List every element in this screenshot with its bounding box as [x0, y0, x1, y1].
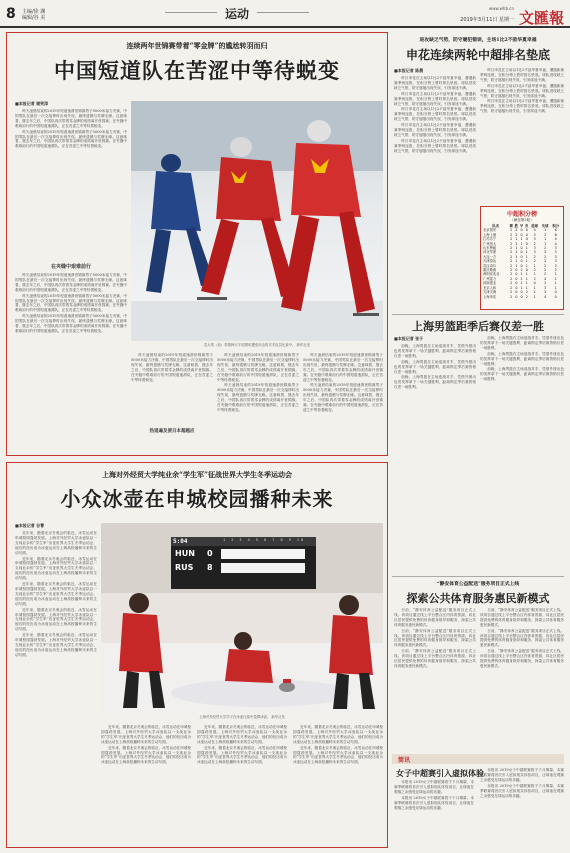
body-paragraph: 近年来，随着北京冬奥会的临近，冰雪运动在申城校园蓬勃发展。上海对外经贸大学冰壶队以一支纯业余的“学生军”出征世界大学生冬季运动会，他们的经历成为冰壶运动在上海高校播种未来的生动写照。 [197, 725, 287, 744]
body-paragraph: 本报讯 2019女子中超联赛将于下月揭幕，本赛季联赛将首次引入虚拟现实体验项目，让球迷在观赛之余感受足球运动的乐趣。 [394, 795, 474, 810]
scoreboard-team-2: RUS [175, 563, 194, 572]
stat-cell: 2 [544, 263, 547, 268]
stat-cell: 4 [533, 228, 536, 233]
stat-cell: 0 [520, 228, 523, 233]
team-name-cell: 重庆斯威 [483, 268, 497, 273]
stat-cell: 3 [554, 263, 557, 268]
column-header: 队名 [492, 224, 500, 228]
brief-title: 女子中超赛引入虚拟体验 [396, 768, 484, 778]
stat-cell: 1 [554, 285, 557, 290]
article-kicker: “静安体育公益配送”服务项目正式上线 [436, 581, 520, 587]
stat-cell: 3 [544, 290, 547, 295]
stat-cell: 1 [515, 250, 518, 255]
stat-cell: 4 [544, 294, 547, 299]
article-body [480, 768, 564, 846]
body-paragraph: 昨天凌晨结束的2019年短道速滑世锦赛男子5000米接力决赛，中国男队在最后一次交接棒时出现失误，最终遗憾与奖牌无缘。这意味着，继去年之后，中国队再次带着零金牌的成绩离开世锦赛。在夹缝中艰难前行的中国短道速滑队，正在苦涩之中等待着蜕变。 [131, 353, 213, 382]
stat-cell: 2 [533, 241, 536, 246]
body-paragraph: 近年来，随着北京冬奥会的临近，冰雪运动在申城校园蓬勃发展。上海对外经贸大学冰壶队以一支纯业余的“学生军”出征世界大学生冬季运动会，他们的经历成为冰壶运动在上海高校播种未来的生动写照。 [15, 531, 97, 555]
scoreboard-score-2: 8 [207, 563, 213, 572]
site-url[interactable]: www.whb.cn [488, 6, 514, 11]
body-paragraph: 近年来，随着北京冬奥会的临近，冰雪运动在申城校园蓬勃发展。上海对外经贸大学冰壶队以一支纯业余的“学生军”出征世界大学生冬季运动会，他们的经历成为冰壶运动在上海高校播种未来的生动写照。 [293, 745, 383, 765]
skaters-photo [131, 101, 383, 341]
body-paragraph: 昨日申花在主场以1比2不敌华夏幸福，遭遇新赛季两连败，在积分榜上暂时排名垫底。球队进攻缺乏气势，防守屡屡出现失误，引发球迷不满。 [394, 76, 476, 90]
stat-cell: 1 [525, 276, 528, 281]
stat-cell: 1 [520, 241, 523, 246]
stat-cell: 3 [554, 254, 557, 259]
body-paragraph: 昨日申花在主场以1比2不敌华夏幸福，遭遇新赛季两连败，在积分榜上暂时排名垫底。球队进攻缺乏气势，防守屡屡出现失误，引发球迷不满。 [394, 91, 476, 106]
stat-cell: 2 [510, 259, 513, 264]
body-paragraph: 近年来，随着北京冬奥会的临近，冰雪运动在申城校园蓬勃发展。上海对外经贸大学冰壶队以一支纯业余的“学生军”出征世界大学生冬季运动会，他们的经历成为冰壶运动在上海高校播种未来的生动写照。 [293, 725, 383, 744]
team-name-cell: 广州恒大 [483, 241, 497, 246]
stat-cell: 2 [510, 232, 513, 237]
stat-cell: 0 [533, 281, 536, 286]
stat-cell: 1 [520, 285, 523, 290]
stat-cell: 0 [554, 294, 557, 299]
divider [392, 314, 564, 315]
stat-cell: 0 [525, 228, 528, 233]
column-header: 进球 [531, 224, 539, 228]
curling-illustration [101, 523, 383, 713]
body-paragraph: 昨日申花在主场以1比2不敌华夏幸福，遭遇新赛季两连败，在积分榜上暂时排名垫底。球队进攻缺乏气势，防守屡屡出现失误，引发球迷不满。 [480, 83, 564, 98]
article-body [480, 336, 564, 472]
body-paragraph: 近年来，随着北京冬奥会的临近，冰雪运动在申城校园蓬勃发展。上海对外经贸大学冰壶队以一支纯业余的“学生军”出征世界大学生冬季运动会，他们的经历成为冰壶运动在上海高校播种未来的生动写照。 [15, 633, 97, 657]
stat-cell: 2 [510, 276, 513, 281]
section-title: 运动 [225, 7, 250, 21]
stat-cell: 2 [554, 268, 557, 273]
stat-cell: 0 [515, 285, 518, 290]
stat-cell: 1 [525, 246, 528, 251]
standings-table [483, 224, 561, 299]
stat-cell: 2 [544, 232, 547, 237]
team-name-cell: 山东鲁能 [483, 246, 497, 251]
team-name-cell: 北京国安 [483, 228, 497, 233]
stat-cell: 1 [525, 254, 528, 259]
stat-cell: 5 [533, 232, 536, 237]
article-headline: 申花连续两轮中超排名垫底 [405, 48, 550, 62]
body-paragraph: 日前，“静安体育公益配送”服务项目正式上线。该项目通过线上平台整合区内体育资源，向社区居民提供免费的体育健身指导和服务，探索公共体育服务惠民新模式。 [480, 608, 564, 627]
body-paragraph: 日前，“静安体育公益配送”服务项目正式上线。该项目通过线上平台整合区内体育资源，向社区居民提供免费的体育健身指导和服务，探索公共体育服务惠民新模式。 [394, 608, 476, 627]
stat-cell: 4 [554, 241, 557, 246]
article-body [197, 725, 287, 843]
column-header: 赛 [509, 224, 513, 228]
stat-cell: 2 [510, 294, 513, 299]
standings-rows [483, 228, 561, 299]
article-kicker: 进攻缺乏气势，防守屡犯错误，主场1比2不敌华夏幸福 [419, 37, 537, 43]
stat-cell: 0 [520, 294, 523, 299]
article-headline: 上海男篮距季后赛仅差一胜 [412, 320, 544, 333]
stat-cell: 1 [520, 276, 523, 281]
body-paragraph: 昨日申花在主场以1比2不敌华夏幸福，遭遇新赛季两连败，在积分榜上暂时排名垫底。球队进攻缺乏气势，防守屡屡出现失误，引发球迷不满。 [480, 99, 564, 114]
stat-cell: 0 [520, 290, 523, 295]
body-paragraph: 昨日申花在主场以1比2不敌华夏幸福，遭遇新赛季两连败，在积分榜上暂时排名垫底。球队进攻缺乏气势，防守屡屡出现失误，引发球迷不满。 [394, 123, 476, 137]
stat-cell: 1 [533, 272, 536, 277]
standings-title: 中超积分榜 [506, 211, 537, 218]
stat-cell: 1 [515, 241, 518, 246]
stat-cell: 3 [533, 246, 536, 251]
page-meta [22, 9, 45, 21]
stat-cell: 3 [544, 250, 547, 255]
body-paragraph: 昨天凌晨结束的2019年短道速滑世锦赛男子5000米接力决赛，中国男队在最后一次交接棒时出现失误，最终遗憾与奖牌无缘。这意味着，继去年之后，中国队再次带着零金牌的成绩离开世锦赛。在夹缝中艰难前行的中国短道速滑队，正在苦涩之中等待着蜕变。 [303, 353, 383, 382]
stat-cell: 1 [525, 285, 528, 290]
team-name-cell: 天津泰达 [483, 259, 497, 264]
article-curling [6, 462, 388, 848]
stat-cell: 6 [554, 232, 557, 237]
stat-cell: 0 [520, 232, 523, 237]
team-name-cell: 河北华夏 [483, 250, 497, 255]
stat-cell: 0 [520, 263, 523, 268]
article-kicker: 连续两年世锦赛带着“零金牌”的尴尬转羽而归 [126, 41, 268, 50]
body-paragraph: 昨日申花在主场以1比2不敌华夏幸福，遭遇新赛季两连败，在积分榜上暂时排名垫底。球队进攻缺乏气势，防守屡屡出现失误，引发球迷不满。 [394, 107, 476, 122]
article-body [303, 353, 383, 451]
body-paragraph: 昨天凌晨结束的2019年短道速滑世锦赛男子5000米接力决赛，中国男队在最后一次交接棒时出现失误，最终遗憾与奖牌无缘。这意味着，继去年之后，中国队再次带着零金牌的成绩离开世锦赛。在夹缝中艰难前行的中国短道速滑队，正在苦涩之中等待着蜕变。 [15, 273, 127, 292]
stat-cell: 0 [520, 246, 523, 251]
stat-cell: 0 [554, 290, 557, 295]
stat-cell: 0 [525, 268, 528, 273]
column-header: 胜 [514, 224, 519, 228]
article-headline: 探索公共体育服务惠民新模式 [406, 592, 550, 605]
stat-cell: 2 [533, 259, 536, 264]
stat-cell: 1 [525, 263, 528, 268]
stat-cell: 2 [510, 228, 513, 233]
article-byline: ■本报记者 陈晨 [394, 68, 424, 73]
article-body [394, 608, 476, 748]
body-paragraph: 近年来，随着北京冬奥会的临近，冰雪运动在申城校园蓬勃发展。上海对外经贸大学冰壶队以一支纯业余的“学生军”出征世界大学生冬季运动会，他们的经历成为冰壶运动在上海高校播种未来的生动写照。 [15, 582, 97, 606]
stat-cell: 2 [533, 268, 536, 273]
editor-line: 主编/徐 渊 [22, 9, 46, 15]
stat-cell: 0 [520, 254, 523, 259]
body-paragraph: 昨天凌晨结束的2019年短道速滑世锦赛男子5000米接力决赛，中国男队在最后一次交接棒时出现失误，最终遗憾与奖牌无缘。这意味着，继去年之后，中国队再次带着零金牌的成绩离开世锦赛。在夹缝中艰难前行的中国短道速滑队，正在苦涩之中等待着蜕变。 [217, 383, 299, 412]
article-body [15, 109, 127, 259]
column-header: 平 [519, 224, 524, 228]
team-name-cell: 天津天海 [483, 290, 497, 295]
stat-cell: 1 [554, 281, 557, 286]
stat-cell: 2 [525, 290, 528, 295]
header-right [454, 4, 564, 28]
stat-cell: 1 [525, 272, 528, 277]
stat-cell: 1 [515, 263, 518, 268]
body-paragraph: 前晚，上海男篮在主场迎战对手，凭借外援出色的发挥拿下一场关键胜利，距离锁定季后赛资格仅差一场胜利。 [480, 367, 564, 382]
body-paragraph: 前晚，上海男篮在主场迎战对手，凭借外援出色的发挥拿下一场关键胜利，距离锁定季后赛资格仅差一场胜利。 [394, 375, 476, 390]
body-paragraph: 本报讯 2019女子中超联赛将于下月揭幕，本赛季联赛将首次引入虚拟现实体验项目，让球迷在观赛之余感受足球运动的乐趣。 [480, 783, 564, 798]
stat-cell: 1 [525, 281, 528, 286]
team-name-cell: 武汉卓尔 [483, 263, 497, 268]
article-headline: 中国短道队在苦涩中等待蜕变 [54, 58, 340, 83]
article-body [394, 780, 474, 846]
stat-cell: 1 [520, 237, 523, 242]
stat-cell: 2 [515, 232, 518, 237]
stat-cell: 1 [520, 272, 523, 277]
newspaper-logo: 文匯報 [518, 9, 564, 27]
body-paragraph: 近年来，随着北京冬奥会的临近，冰雪运动在申城校园蓬勃发展。上海对外经贸大学冰壶队以一支纯业余的“学生军”出征世界大学生冬季运动会，他们的经历成为冰壶运动在上海高校播种未来的生动写照。 [15, 607, 97, 632]
article-kicker: 上海对外经贸大学纯业余“学生军”征战世界大学生冬季运动会 [101, 470, 293, 479]
body-paragraph: 近年来，随着北京冬奥会的临近，冰雪运动在申城校园蓬勃发展。上海对外经贸大学冰壶队以一支纯业余的“学生军”出征世界大学生冬季运动会，他们的经历成为冰壶运动在上海高校播种未来的生动写照。 [101, 745, 191, 765]
stat-cell: 0 [515, 281, 518, 286]
stat-cell: 3 [544, 285, 547, 290]
article-body [480, 68, 564, 202]
article-body [293, 725, 383, 843]
stat-cell: 2 [510, 241, 513, 246]
team-name-cell: 北京人和 [483, 285, 497, 290]
stat-cell: 1 [515, 246, 518, 251]
body-paragraph: 昨天凌晨结束的2019年短道速滑世锦赛男子5000米接力决赛，中国男队在最后一次交接棒时出现失误，最终遗憾与奖牌无缘。这意味着，继去年之后，中国队再次带着零金牌的成绩离开世锦赛。在夹缝中艰难前行的中国短道速滑队，正在苦涩之中等待着蜕变。 [15, 129, 127, 149]
stat-cell: 3 [554, 259, 557, 264]
stat-cell: 2 [544, 246, 547, 251]
stat-cell: 1 [544, 237, 547, 242]
stat-cell: 1 [515, 259, 518, 264]
stat-cell: 1 [544, 241, 547, 246]
stat-cell: 2 [515, 228, 518, 233]
stat-cell: 4 [544, 276, 547, 281]
body-paragraph: 日前，“静安体育公益配送”服务项目正式上线。该项目通过线上平台整合区内体育资源，向社区居民提供免费的体育健身指导和服务，探索公共体育服务惠民新模式。 [394, 649, 476, 668]
stat-cell: 0 [520, 259, 523, 264]
body-paragraph: 日前，“静安体育公益配送”服务项目正式上线。该项目通过线上平台整合区内体育资源，向社区居民提供免费的体育健身指导和服务，探索公共体育服务惠民新模式。 [480, 649, 564, 668]
article-body [394, 76, 476, 296]
stat-cell: 3 [533, 250, 536, 255]
skaters-illustration [131, 101, 383, 341]
stat-cell: 2 [510, 268, 513, 273]
stat-cell: 3 [554, 250, 557, 255]
team-name-cell: 上海上港 [483, 232, 497, 237]
article-byline: ■本报记者 谷菁 [15, 523, 45, 528]
stat-cell: 3 [554, 246, 557, 251]
stat-cell: 1 [533, 290, 536, 295]
standings-subtitle: （截至第2轮） [510, 218, 534, 222]
stat-cell: 2 [544, 254, 547, 259]
article-headline: 小众冰壶在申城校园播种未来 [60, 487, 334, 511]
table-row [483, 295, 561, 299]
stat-cell: 1 [554, 276, 557, 281]
stat-cell: 2 [510, 272, 513, 277]
stat-cell: 1 [544, 228, 547, 233]
body-paragraph: 昨天凌晨结束的2019年短道速滑世锦赛男子5000米接力决赛，中国男队在最后一次交接棒时出现失误，最终遗憾与奖牌无缘。这意味着，继去年之后，中国队再次带着零金牌的成绩离开世锦赛。在夹缝中艰难前行的中国短道速滑队，正在苦涩之中等待着蜕变。 [15, 314, 127, 333]
stat-cell: 1 [515, 254, 518, 259]
photo-caption: 武大靖（前）带领韩天宇周围时遭受冲击的对手队员比赛中。 新华社发 [203, 343, 311, 347]
body-paragraph: 前晚，上海男篮在主场迎战对手，凭借外援出色的发挥拿下一场关键胜利，距离锁定季后赛资格仅差一场胜利。 [394, 344, 476, 358]
body-paragraph: 昨日申花在主场以1比2不敌华夏幸福，遭遇新赛季两连败，在积分榜上暂时排名垫底。球队进攻缺乏气势，防守屡屡出现失误，引发球迷不满。 [480, 68, 564, 82]
curling-photo [101, 523, 383, 713]
stat-cell: 0 [525, 241, 528, 246]
stat-cell: 3 [533, 237, 536, 242]
article-byline: ■本报记者 谢笑添 [15, 101, 49, 106]
article-body [394, 344, 476, 472]
team-name-cell: 河南建业 [483, 281, 497, 286]
stat-cell: 6 [554, 228, 557, 233]
stat-cell: 0 [525, 232, 528, 237]
stat-cell: 0 [515, 290, 518, 295]
body-paragraph: 日前，“静安体育公益配送”服务项目正式上线。该项目通过线上平台整合区内体育资源，向社区居民提供免费的体育健身指导和服务，探索公共体育服务惠民新模式。 [394, 628, 476, 648]
team-name-cell: 深圳佳兆业 [483, 272, 500, 277]
body-paragraph: 前晚，上海男篮在主场迎战对手，凭借外援出色的发挥拿下一场关键胜利，距离锁定季后赛资格仅差一场胜利。 [480, 336, 564, 350]
stat-cell: 1 [525, 259, 528, 264]
editor-line: 编辑/谷 美 [22, 15, 46, 21]
stat-cell: 2 [525, 294, 528, 299]
stat-cell: 1 [533, 263, 536, 268]
brief-label: 简讯 [398, 757, 411, 764]
body-paragraph: 昨天凌晨结束的2019年短道速滑世锦赛男子5000米接力决赛，中国男队在最后一次交接棒时出现失误，最终遗憾与奖牌无缘。这意味着，继去年之后，中国队再次带着零金牌的成绩离开世锦赛。在夹缝中艰难前行的中国短道速滑队，正在苦涩之中等待着蜕变。 [303, 383, 383, 412]
stat-cell: 1 [525, 250, 528, 255]
scoreboard-ends: 1 2 3 4 5 6 7 8 9 10 [223, 538, 306, 542]
body-paragraph: 昨天凌晨结束的2019年短道速滑世锦赛男子5000米接力决赛，中国男队在最后一次交接棒时出现失误，最终遗憾与奖牌无缘。这意味着，继去年之后，中国队再次带着零金牌的成绩离开世锦赛。在夹缝中艰难前行的中国短道速滑队，正在苦涩之中等待着蜕变。 [15, 293, 127, 313]
skater-blue [146, 154, 215, 293]
body-paragraph: 日前，“静安体育公益配送”服务项目正式上线。该项目通过线上平台整合区内体育资源，向社区居民提供免费的体育健身指导和服务，探索公共体育服务惠民新模式。 [480, 628, 564, 648]
article-byline: ■本报记者 张子 [394, 336, 424, 341]
body-paragraph: 前晚，上海男篮在主场迎战对手，凭借外援出色的发挥拿下一场关键胜利，距离锁定季后赛资格仅差一场胜利。 [480, 351, 564, 366]
stat-cell: 0 [515, 276, 518, 281]
stat-cell: 1 [515, 237, 518, 242]
stat-cell: 0 [515, 272, 518, 277]
body-paragraph: 本报讯 2019女子中超联赛将于下月揭幕，本赛季联赛将首次引入虚拟现实体验项目，让球迷在观赛之余感受足球运动的乐趣。 [394, 780, 474, 794]
stat-cell: 2 [544, 281, 547, 286]
stat-cell: 2 [510, 281, 513, 286]
stat-cell: 3 [544, 259, 547, 264]
stat-cell: 2 [520, 268, 523, 273]
body-paragraph: 近年来，随着北京冬奥会的临近，冰雪运动在申城校园蓬勃发展。上海对外经贸大学冰壶队以一支纯业余的“学生军”出征世界大学生冬季运动会，他们的经历成为冰壶运动在上海高校播种未来的生动写照。 [15, 556, 97, 581]
team-name-cell: 上海申花 [483, 294, 497, 299]
stat-cell: 2 [510, 246, 513, 251]
column-header: 失球 [541, 224, 549, 228]
stat-cell: 2 [510, 237, 513, 242]
stat-cell: 1 [520, 281, 523, 286]
body-paragraph: 近年来，随着北京冬奥会的临近，冰雪运动在申城校园蓬勃发展。上海对外经贸大学冰壶队以一支纯业余的“学生军”出征世界大学生冬季运动会，他们的经历成为冰壶运动在上海高校播种未来的生动写照。 [197, 745, 287, 765]
divider [392, 576, 564, 577]
stat-cell: 1 [554, 272, 557, 277]
issue-date: 2019年3月11日 星期一 [460, 17, 514, 23]
stat-cell: 1 [533, 285, 536, 290]
team-name-cell: 大连一方 [483, 254, 497, 259]
scoreboard-team-1: HUN [175, 549, 195, 558]
stat-cell: 2 [510, 285, 513, 290]
photo-caption: 上海对外经贸大学学子在冰壶比赛中投掷冰壶。 新华社发 [199, 715, 285, 719]
team-name-cell: 广州富力 [483, 276, 497, 281]
stat-cell: 1 [533, 294, 536, 299]
scoreboard-score-1: 0 [207, 549, 213, 558]
body-paragraph: 昨日申花在主场以1比2不敌华夏幸福，遭遇新赛季两连败，在积分榜上暂时排名垫底。球队进攻缺乏气势，防守屡屡出现失误，引发球迷不满。 [394, 138, 476, 153]
stat-cell: 0 [515, 294, 518, 299]
article-short-track [6, 32, 388, 456]
stat-cell: 0 [515, 268, 518, 273]
body-paragraph: 近年来，随着北京冬奥会的临近，冰雪运动在申城校园蓬勃发展。上海对外经贸大学冰壶队以一支纯业余的“学生军”出征世界大学生冬季运动会，他们的经历成为冰壶运动在上海高校播种未来的生动写照。 [101, 725, 191, 744]
body-paragraph: 昨天凌晨结束的2019年短道速滑世锦赛男子5000米接力决赛，中国男队在最后一次交接棒时出现失误，最终遗憾与奖牌无缘。这意味着，继去年之后，中国队再次带着零金牌的成绩离开世锦赛。在夹缝中艰难前行的中国短道速滑队，正在苦涩之中等待着蜕变。 [217, 353, 299, 382]
stat-cell: 2 [533, 276, 536, 281]
stat-cell: 2 [510, 263, 513, 268]
stat-cell: 2 [544, 268, 547, 273]
article-body [15, 531, 97, 843]
standings-table-box [480, 206, 564, 310]
article-body [217, 353, 299, 451]
stat-cell: 4 [554, 237, 557, 242]
article-body [480, 608, 564, 748]
column-header: 负 [525, 224, 529, 228]
column-header: 积分 [552, 224, 560, 228]
article-subhead: 热退遍及使日本超越应 [149, 429, 195, 434]
article-body [101, 725, 191, 843]
stat-cell: 2 [533, 254, 536, 259]
article-subhead: 在夹缝中艰难前行 [50, 264, 91, 270]
news-brief [392, 754, 564, 848]
stat-cell: 2 [510, 254, 513, 259]
article-body [15, 273, 127, 451]
scoreboard-clock: 5:04 [173, 538, 188, 545]
body-paragraph: 前晚，上海男篮在主场迎战对手，凭借外援出色的发挥拿下一场关键胜利，距离锁定季后赛资格仅差一场胜利。 [394, 359, 476, 374]
body-paragraph: 昨天凌晨结束的2019年短道速滑世锦赛男子5000米接力决赛，中国男队在最后一次交接棒时出现失误，最终遗憾与奖牌无缘。这意味着，继去年之后，中国队再次带着零金牌的成绩离开世锦赛。在夹缝中艰难前行的中国短道速滑队，正在苦涩之中等待着蜕变。 [15, 109, 127, 128]
team-name-cell: 江苏苏宁 [483, 237, 497, 242]
stat-cell: 2 [510, 250, 513, 255]
stat-cell: 0 [520, 250, 523, 255]
page-header [0, 0, 570, 28]
page-number: 8 [6, 6, 16, 22]
brief-bar [392, 754, 564, 764]
body-paragraph: 本报讯 2019女子中超联赛将于下月揭幕，本赛季联赛将首次引入虚拟现实体验项目，让球迷在观赛之余感受足球运动的乐趣。 [480, 768, 564, 782]
stat-cell: 0 [525, 237, 528, 242]
article-body [131, 353, 213, 451]
stat-cell: 2 [510, 290, 513, 295]
stat-cell: 2 [544, 272, 547, 277]
